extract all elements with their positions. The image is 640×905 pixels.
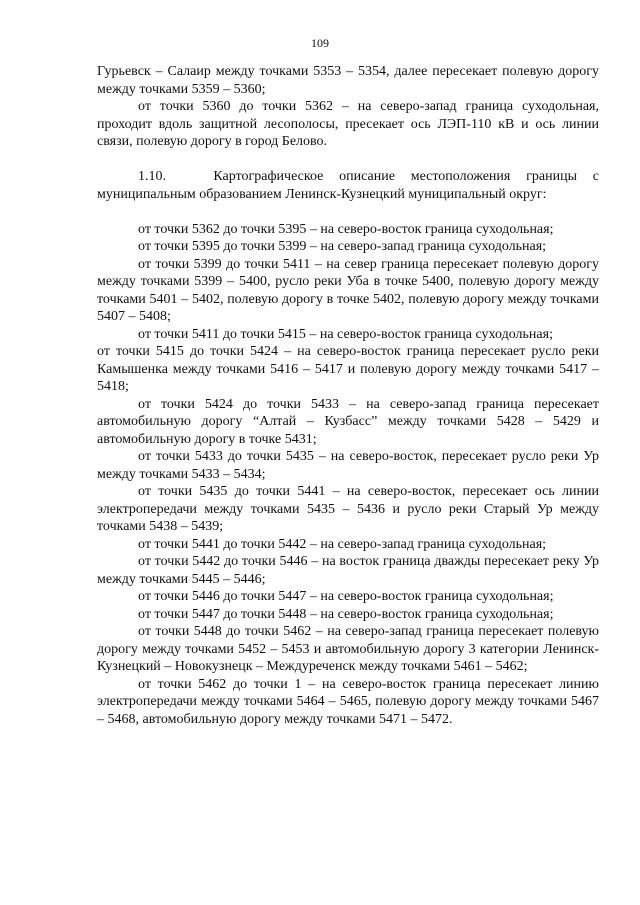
paragraph: от точки 5399 до точки 5411 – на север граница пересекает полевую дорогу между точками 5399 – 5400, русло реки Уба в точке 5400, полевую дорогу между точками 5401 – 5402, полевую дорогу в точке 5402, полевую дорогу между точками 5407 – 5408; [97, 256, 599, 324]
paragraph: от точки 5447 до точки 5448 – на северо-восток граница суходольная; [138, 606, 554, 622]
paragraph: от точки 5360 до точки 5362 – на северо-запад граница суходольная, проходит вдоль защитной лесополосы, пресекает ось ЛЭП-110 кВ и ось линии связи, полевую дорогу в город Белово. [97, 99, 599, 149]
paragraph: от точки 5435 до точки 5441 – на северо-восток, пересекает ось линии электропередачи между точками 5435 – 5436 и русло реки Старый Ур между точками 5438 – 5439; [97, 484, 599, 534]
paragraph: от точки 5446 до точки 5447 – на северо-восток граница суходольная; [138, 589, 554, 604]
paragraph: от точки 5448 до точки 5462 – на северо-запад граница пересекает полевую дорогу между точками 5452 – 5453 и автомобильную дорогу 3 категории Ленинск-Кузнецкий – Новокузнецк – Междуреченск между точками 5461 – 5462; [97, 624, 599, 674]
paragraph: от точки 5433 до точки 5435 – на северо-восток, пересекает русло реки Ур между точками 5433 – 5434; [97, 449, 599, 482]
spacer [97, 151, 599, 169]
paragraph: от точки 5395 до точки 5399 – на северо-запад граница суходольная; [138, 239, 547, 254]
paragraph: от точки 5415 до точки 5424 – на северо-восток граница пересекает русло реки Камышенка между точками 5416 – 5417 и полевую дорогу между точками 5417 – 5418; [97, 344, 599, 394]
paragraph: от точки 5424 до точки 5433 – на северо-запад граница пересекает автомобильную дорогу “Алтай – Кузбасс” между точками 5428 – 5429 и автомобильную дорогу в точке 5431; [97, 396, 599, 447]
paragraph: от точки 5362 до точки 5395 – на северо-восток граница суходольная; [138, 221, 554, 237]
page-number: 109 [311, 36, 329, 50]
paragraph: от точки 5462 до точки 1 – на северо-восток граница пересекает линию электропередачи между точками 5464 – 5465, полевую дорогу между точками 5467 – 5468, автомобильную дорогу между точками 5471 – 5472. [97, 676, 599, 727]
paragraph: от точки 5411 до точки 5415 – на северо-восток граница суходольная; [138, 326, 553, 342]
paragraph: от точки 5441 до точки 5442 – на северо-запад граница суходольная; [138, 536, 547, 552]
paragraph: Гурьевск – Салаир между точками 5353 – 5354, далее пересекает полевую дорогу между точками 5359 – 5360; [97, 64, 599, 97]
document-body [97, 63, 599, 728]
paragraph: от точки 5442 до точки 5446 – на восток граница дважды пересекает реку Ур между точками 5445 – 5446; [97, 554, 599, 587]
section-heading: 1.10. Картографическое описание местоположения границы с муниципальным образованием Ленинск-Кузнецкий муниципальный округ: [97, 169, 599, 202]
spacer [97, 203, 599, 221]
